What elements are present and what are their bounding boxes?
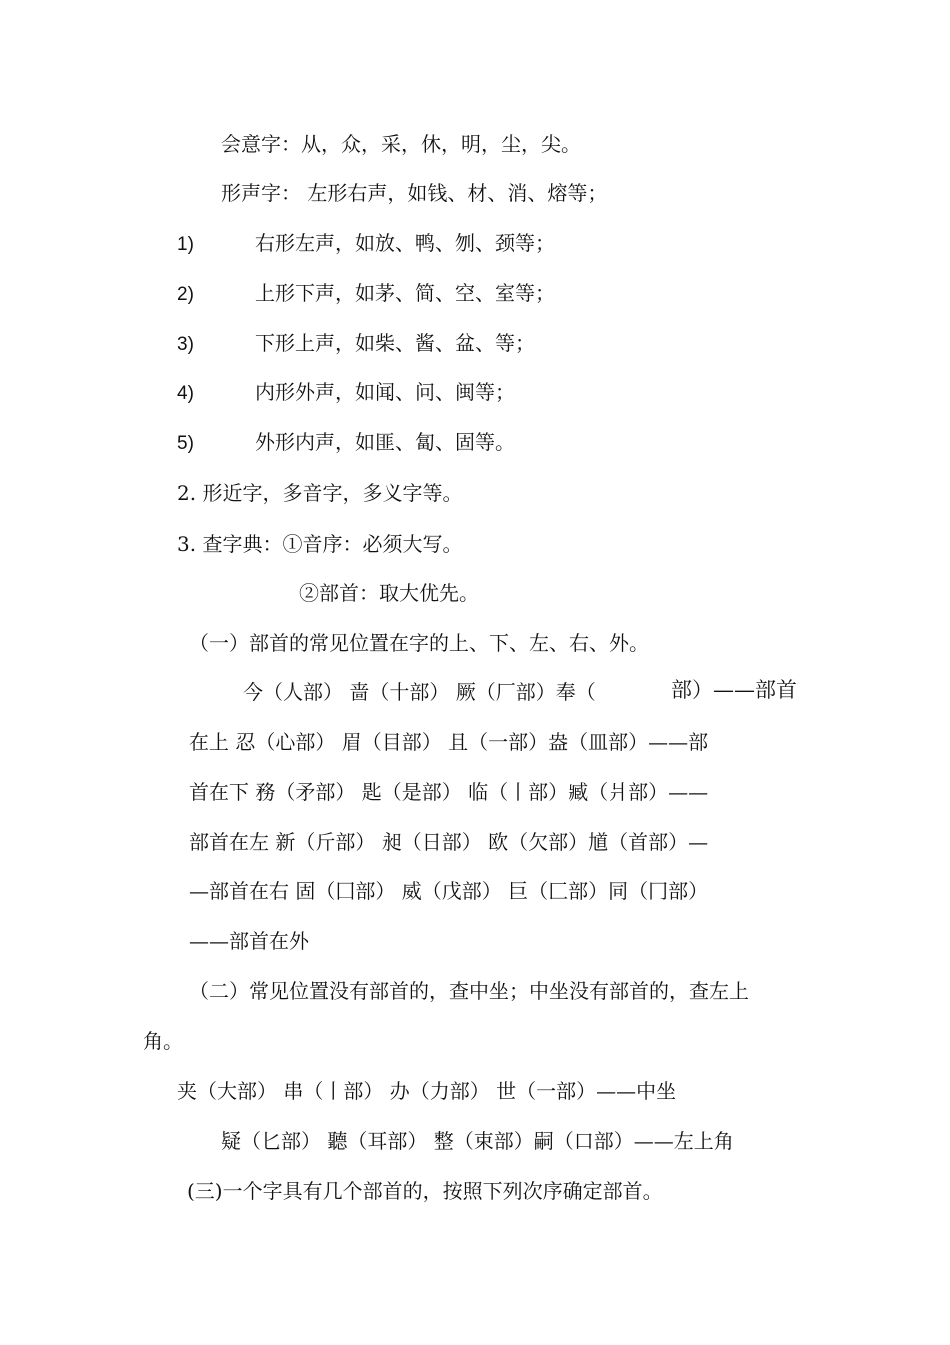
list-number: 5): [177, 433, 194, 454]
text-line: 夹（大部） 串（丨部） 办（力部） 世（一部）——中坐: [177, 1079, 677, 1103]
text-line: 在上 忍（心部） 眉（目部） 且（一部）盎（皿部）——部: [189, 730, 709, 754]
text-line: 疑（匕部） 聽（耳部） 整（束部）嗣（口部）——左上角: [221, 1129, 734, 1153]
text-line: （一）部首的常见位置在字的上、下、左、右、外。: [189, 631, 649, 655]
text-line: ——部首在外: [189, 929, 309, 953]
text-line: (三)一个字具有几个部首的，按照下列次序确定部首。: [187, 1179, 663, 1203]
text-line: 外形内声，如匪、匐、固等。: [255, 430, 515, 454]
text-line: 部首在左 新（斤部） 昶（日部） 欧（欠部）馗（首部）—: [189, 830, 709, 854]
text-line: 下形上声，如柴、酱、盆、等；: [255, 331, 535, 355]
text-line: 右形左声，如放、鸭、刎、颈等；: [255, 231, 555, 255]
text-line: 今（人部） 啬（十部） 厥（厂部）奉（: [243, 680, 596, 704]
list-number: 2): [177, 284, 194, 305]
text-line: 形声字： 左形右声，如钱、材、消、熔等；: [221, 181, 608, 205]
text-line: 部）——部首: [671, 678, 797, 702]
list-number: 1): [177, 234, 194, 255]
text-line: ②部首：取大优先。: [299, 581, 479, 605]
text-line: 首在下 務（矛部） 匙（是部） 临（丨部）臧（爿部）——: [189, 780, 709, 804]
list-number: 3): [177, 334, 194, 355]
text-line: （二）常见位置没有部首的，查中坐；中坐没有部首的，查左上: [189, 979, 749, 1003]
list-number: 4): [177, 383, 194, 404]
text-line: 会意字：从，众，采，休，明，尘，尖。: [221, 132, 581, 156]
text-line: 角。: [143, 1029, 183, 1053]
text-line: 3. 查字典：①音序：必须大写。: [177, 532, 463, 556]
text-line: 内形外声，如闻、问、闽等；: [255, 380, 515, 404]
text-line: —部首在右 固（囗部） 威（戊部） 巨（匚部）同（冂部）: [189, 879, 709, 903]
text-line: 上形下声，如茅、简、空、室等；: [255, 281, 555, 305]
text-line: 2. 形近字，多音字，多义字等。: [177, 481, 463, 505]
